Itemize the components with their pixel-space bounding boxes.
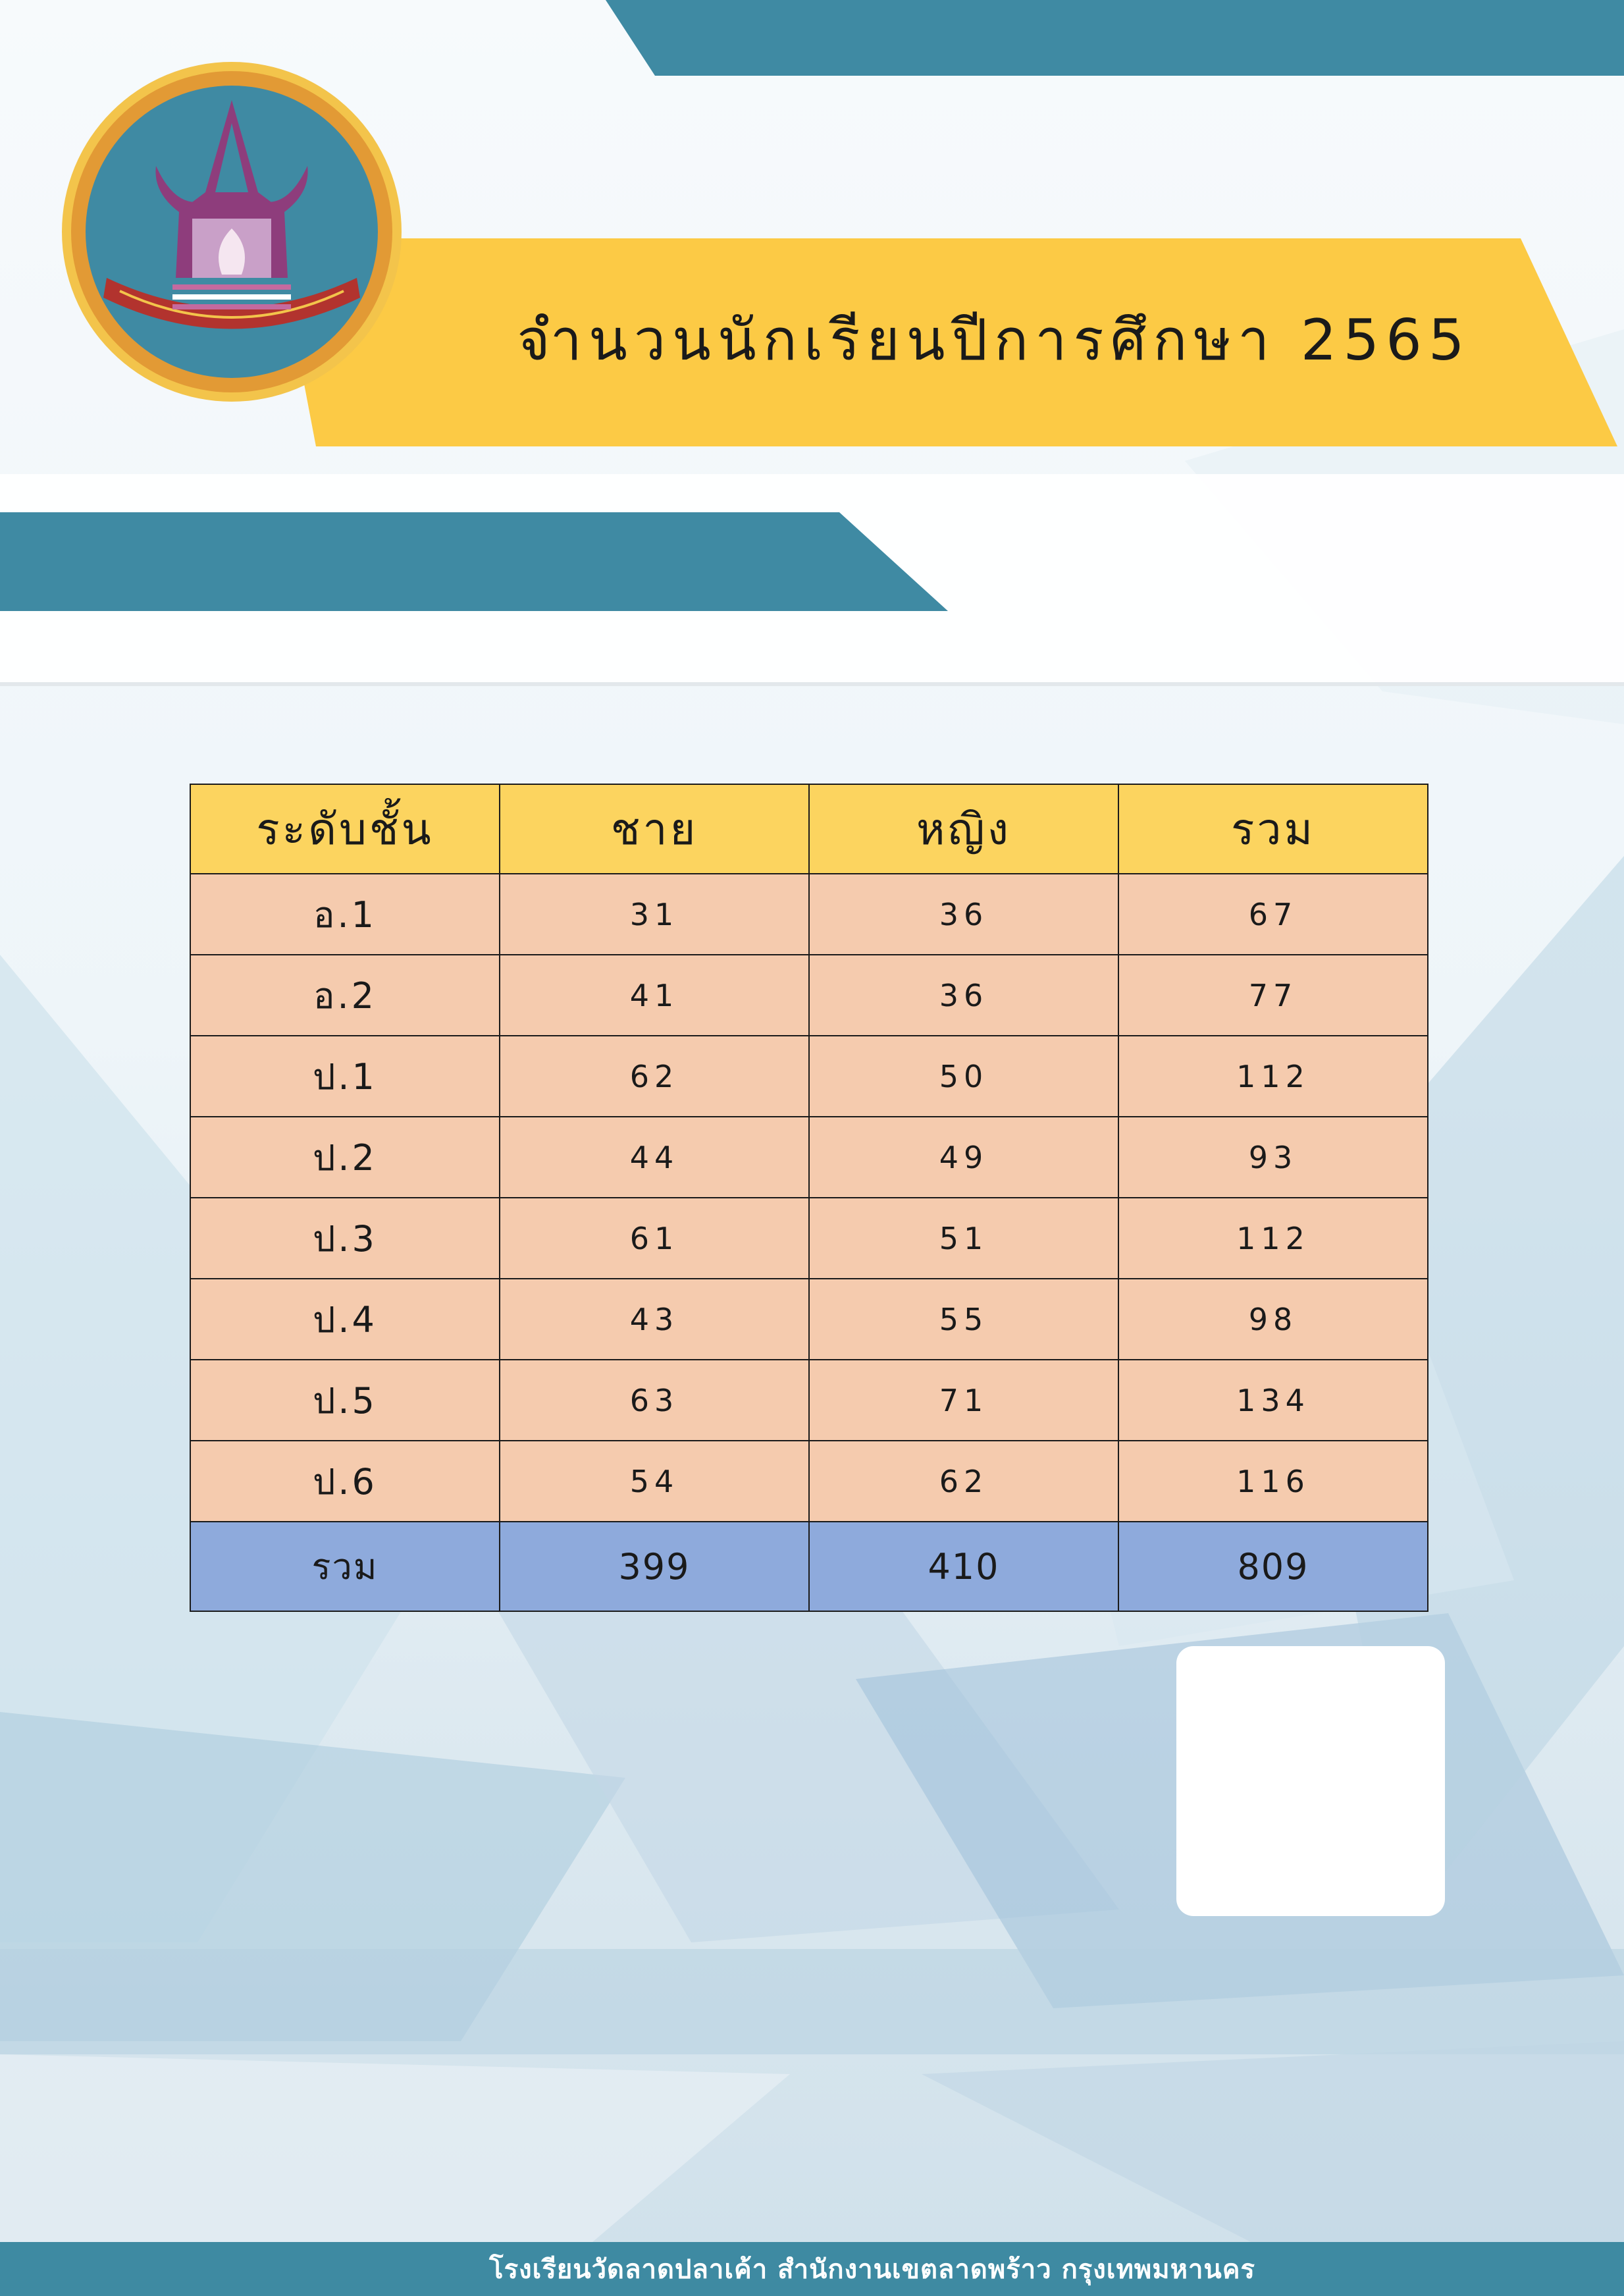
cell-total: 93	[1118, 1117, 1428, 1198]
column-header-male: ชาย	[500, 784, 809, 874]
cell-total: 98	[1118, 1279, 1428, 1360]
cell-male: 31	[500, 874, 809, 955]
cell-level: ป.2	[190, 1117, 500, 1198]
cell-level: ป.3	[190, 1198, 500, 1279]
column-header-level: ระดับชั้น	[190, 784, 500, 874]
cell-male: 62	[500, 1036, 809, 1117]
total-male: 399	[500, 1522, 809, 1611]
cell-level: ป.6	[190, 1441, 500, 1522]
total-female: 410	[809, 1522, 1118, 1611]
cell-male: 43	[500, 1279, 809, 1360]
cell-level: อ.1	[190, 874, 500, 955]
column-header-total: รวม	[1118, 784, 1428, 874]
cell-female: 50	[809, 1036, 1118, 1117]
cell-male: 63	[500, 1360, 809, 1441]
total-label: รวม	[190, 1522, 500, 1611]
cell-female: 55	[809, 1279, 1118, 1360]
total-all: 809	[1118, 1522, 1428, 1611]
table-row	[190, 1441, 1428, 1522]
cell-male: 41	[500, 955, 809, 1036]
cell-level: ป.5	[190, 1360, 500, 1441]
table-header-row	[190, 784, 1428, 874]
cell-total: 134	[1118, 1360, 1428, 1441]
cell-female: 36	[809, 955, 1118, 1036]
table-row	[190, 1360, 1428, 1441]
cell-female: 62	[809, 1441, 1118, 1522]
decorative-card	[1176, 1646, 1445, 1916]
cell-level: ป.4	[190, 1279, 500, 1360]
table-row	[190, 874, 1428, 955]
table-row	[190, 955, 1428, 1036]
school-emblem-icon	[61, 61, 403, 403]
footer-school-name: โรงเรียนวัดลาดปลาเค้า สำนักงานเขตลาดพร้าว กรุงเทพมหานคร	[489, 2255, 1255, 2285]
table-row	[190, 1036, 1428, 1117]
cell-level: อ.2	[190, 955, 500, 1036]
cell-male: 44	[500, 1117, 809, 1198]
student-count-table	[190, 784, 1428, 1612]
cell-female: 49	[809, 1117, 1118, 1198]
cell-total: 77	[1118, 955, 1428, 1036]
cell-level: ป.1	[190, 1036, 500, 1117]
cell-male: 61	[500, 1198, 809, 1279]
column-header-female: หญิง	[809, 784, 1118, 874]
table-row	[190, 1198, 1428, 1279]
table-row	[190, 1279, 1428, 1360]
cell-total: 112	[1118, 1036, 1428, 1117]
data-table	[190, 784, 1428, 1612]
cell-total: 116	[1118, 1441, 1428, 1522]
cell-total: 112	[1118, 1198, 1428, 1279]
cell-female: 36	[809, 874, 1118, 955]
cell-female: 51	[809, 1198, 1118, 1279]
table-total-row	[190, 1522, 1428, 1611]
cell-total: 67	[1118, 874, 1428, 955]
table-row	[190, 1117, 1428, 1198]
cell-male: 54	[500, 1441, 809, 1522]
cell-female: 71	[809, 1360, 1118, 1441]
page-title: จำนวนนักเรียนปีการศึกษา 2565	[517, 307, 1471, 373]
